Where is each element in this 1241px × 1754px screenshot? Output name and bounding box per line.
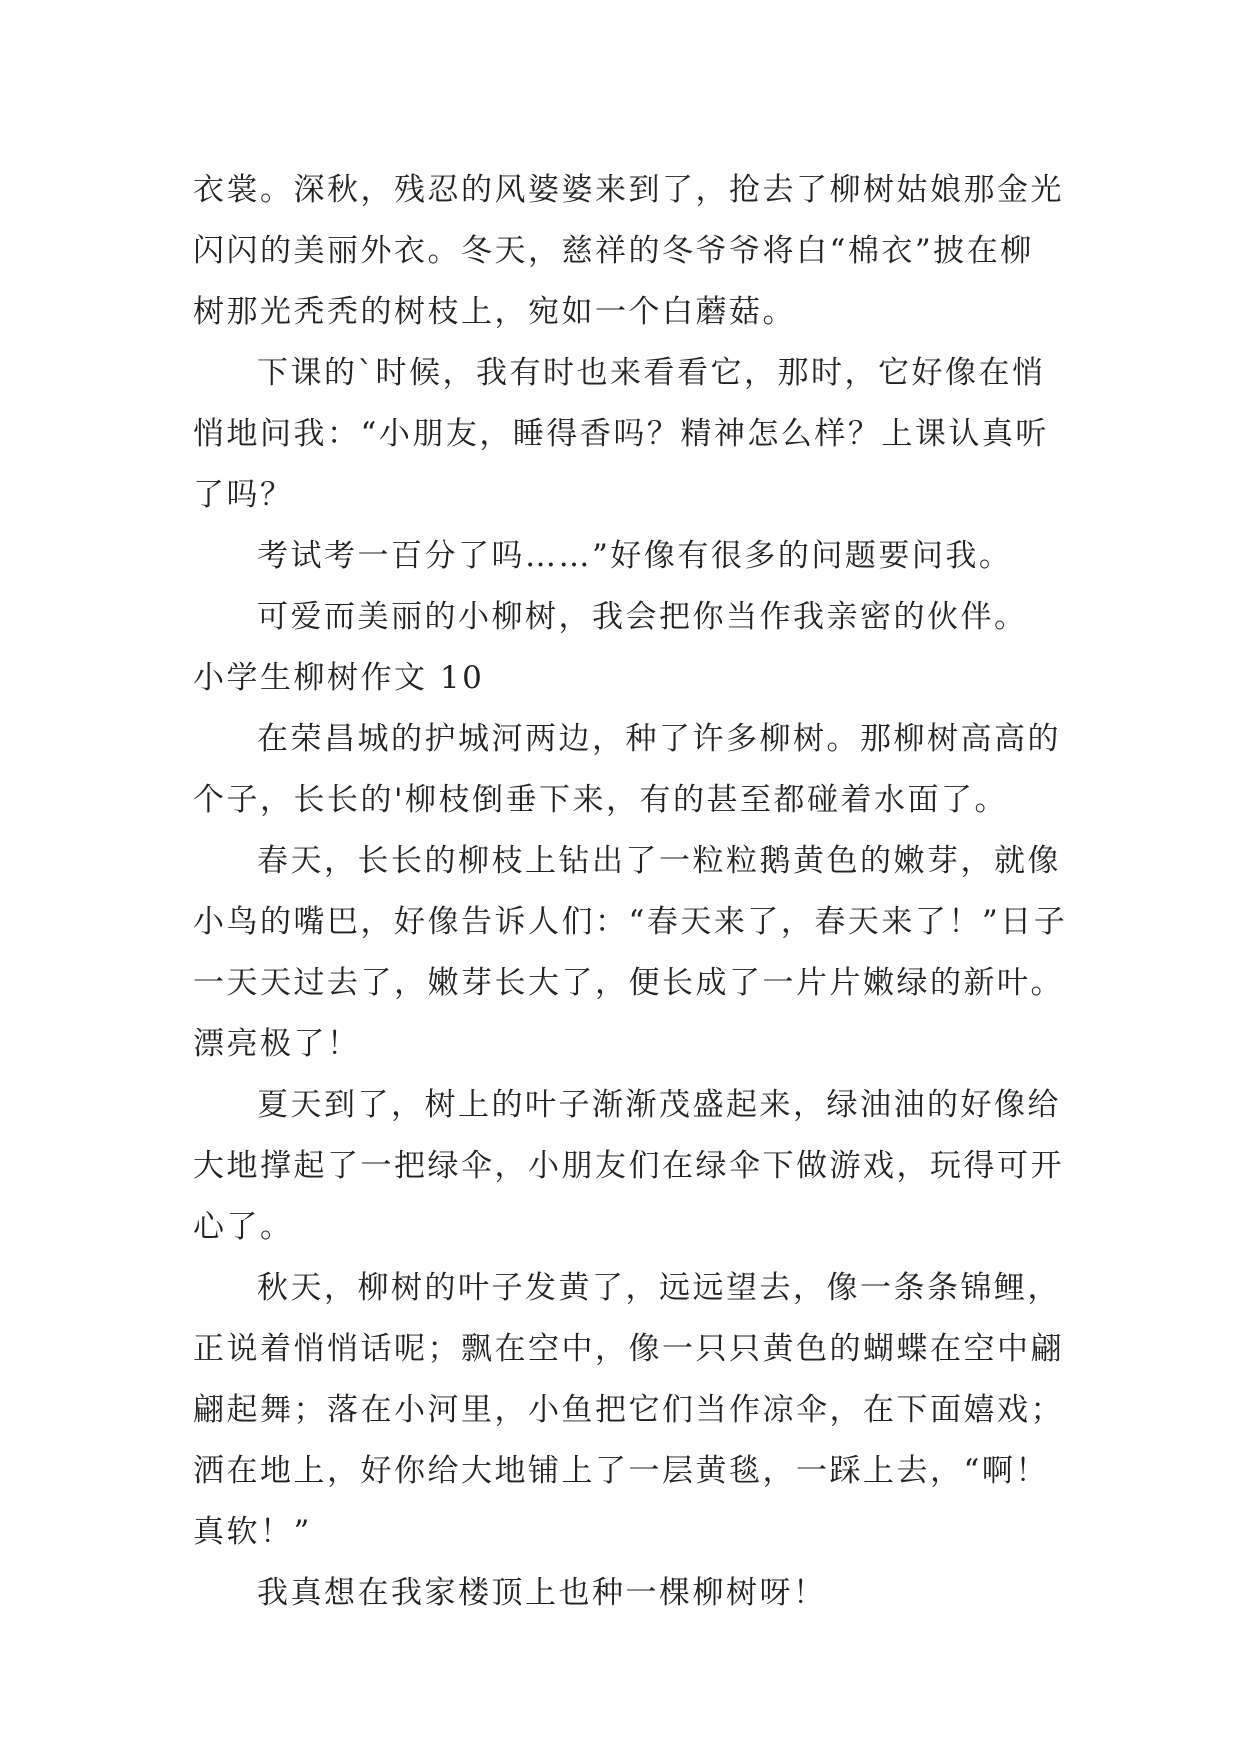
- text-line: 树那光秃秃的树枝上，宛如一个白蘑菇。: [193, 294, 796, 330]
- text-line: 秋天，柳树的叶子发黄了，远远望去，像一条条锦鲤，: [257, 1270, 1061, 1306]
- text-line: 个子，长长的'柳枝倒垂下来，有的甚至都碰着水面了。: [193, 782, 1009, 818]
- section-heading: 小学生柳树作文 10: [193, 660, 485, 696]
- text-line: 大地撑起了一把绿伞，小朋友们在绿伞下做游戏，玩得可开: [193, 1148, 1064, 1184]
- text-line: 洒在地上，好你给大地铺上了一层黄毯，一踩上去，“啊！: [193, 1453, 1049, 1489]
- text-line: 一天天过去了，嫩芽长大了，便长成了一片片嫩绿的新叶。: [193, 965, 1064, 1001]
- text-line: 我真想在我家楼顶上也种一棵柳树呀！: [257, 1575, 827, 1611]
- text-line: 在荣昌城的护城河两边，种了许多柳树。那柳树高高的: [257, 721, 1061, 757]
- text-line: 闪闪的美丽外衣。冬天，慈祥的冬爷爷将白“棉衣”披在柳: [193, 233, 1034, 269]
- text-line: 考试考一百分了吗……”好像有很多的问题要问我。: [257, 538, 1013, 574]
- text-line: 翩起舞；落在小河里，小鱼把它们当作凉伞，在下面嬉戏；: [193, 1392, 1064, 1428]
- text-line: 下课的`时候，我有时也来看看它，那时，它好像在悄: [257, 355, 1046, 391]
- text-line: 可爱而美丽的小柳树，我会把你当作我亲密的伙伴。: [257, 599, 1028, 635]
- text-line: 春天，长长的柳枝上钻出了一粒粒鹅黄色的嫩芽，就像: [257, 843, 1061, 879]
- text-line: 悄地问我：“小朋友，睡得香吗？精神怎么样？上课认真听: [193, 416, 1049, 452]
- text-line: 心了。: [193, 1209, 294, 1245]
- text-line: 正说着悄悄话呢；飘在空中，像一只只黄色的蝴蝶在空中翩: [193, 1331, 1064, 1367]
- text-line: 衣裳。深秋，残忍的风婆婆来到了，抢去了柳树姑娘那金光: [193, 172, 1064, 208]
- text-line: 真软！”: [193, 1514, 312, 1550]
- text-line: 小鸟的嘴巴，好像告诉人们：“春天来了，春天来了！”日子: [193, 904, 1068, 940]
- text-line: 了吗？: [193, 477, 294, 513]
- document-body: [193, 160, 1073, 1624]
- text-line: 夏天到了，树上的叶子渐渐茂盛起来，绿油油的好像给: [257, 1087, 1061, 1123]
- text-line: 漂亮极了！: [193, 1026, 361, 1062]
